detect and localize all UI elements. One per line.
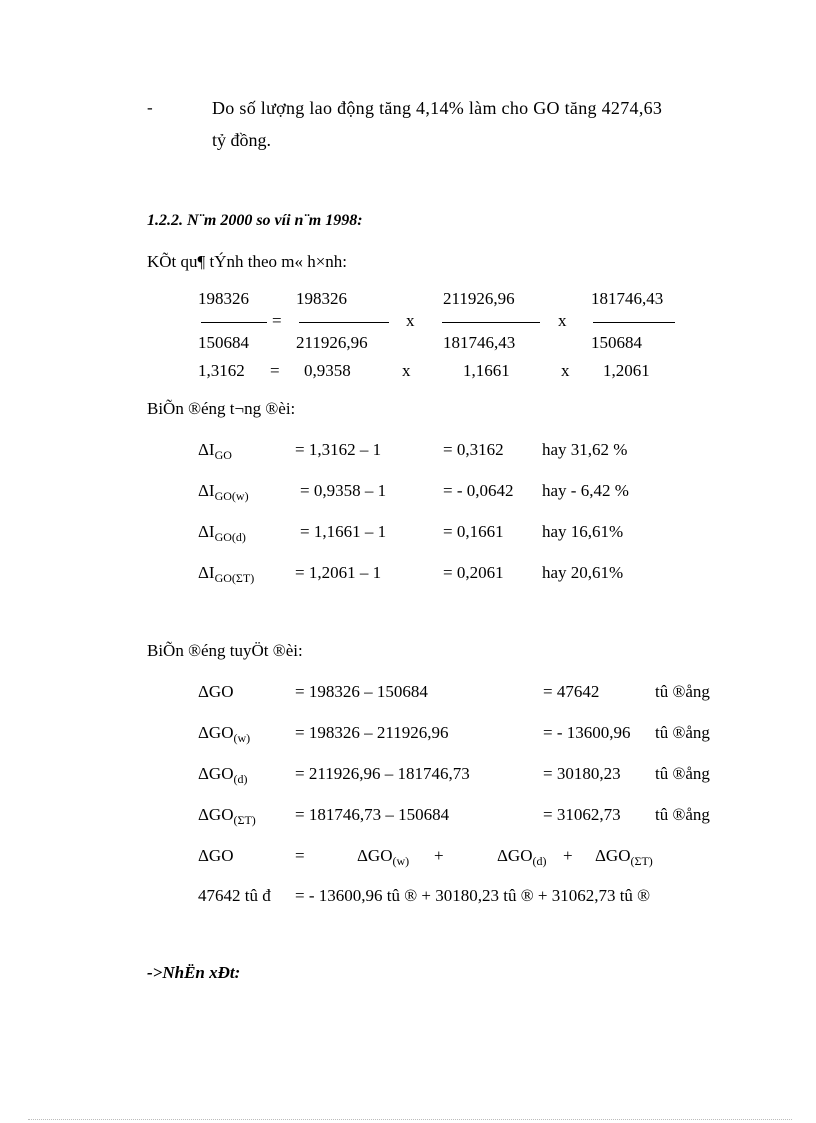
absolute-result: = - 13600,96 xyxy=(543,723,631,742)
fraction-2-bar xyxy=(299,322,389,323)
relative-note: hay 16,61% xyxy=(542,522,624,541)
absolute-unit: tû ®ång xyxy=(655,723,710,742)
decomposition-plus-2: + xyxy=(563,846,573,865)
section-heading: 1.2.2. N¨m 2000 so víi n¨m 1998: xyxy=(147,212,363,229)
comment-heading: ->NhËn xÐt: xyxy=(147,963,241,982)
relative-expression: = 1,2061 – 1 xyxy=(295,563,382,582)
times-sign-2: x xyxy=(558,311,567,330)
result-value-1: 1,3162 xyxy=(198,361,245,380)
fraction-2-denominator: 211926,96 xyxy=(296,333,368,352)
times-sign-1: x xyxy=(406,311,415,330)
absolute-label: $\Delta GO_{(w)}$ xyxy=(198,723,251,745)
absolute-label: $\Delta GO_{(\Sigma T)}$ xyxy=(198,805,256,827)
fraction-4-bar xyxy=(593,322,675,323)
relative-label: $\Delta I_{GO(w)}$ xyxy=(198,481,249,503)
absolute-label: $\Delta GO_{(d)}$ xyxy=(198,764,248,786)
final-left: 47642 tû đ xyxy=(198,886,271,905)
decomposition-label: ΔGO xyxy=(198,846,234,865)
result-equals: = xyxy=(270,361,280,380)
fraction-3-numerator: 211926,96 xyxy=(443,289,515,308)
fraction-1-bar xyxy=(201,322,267,323)
page-bottom-border xyxy=(28,1119,792,1120)
relative-note: hay 20,61% xyxy=(542,563,624,582)
absolute-result: = 31062,73 xyxy=(543,805,621,824)
result-times-1: x xyxy=(402,361,411,380)
fraction-1-numerator: 198326 xyxy=(198,289,249,308)
result-times-2: x xyxy=(561,361,570,380)
result-intro: KÕt qu¶ tÝnh theo m« h×nh: xyxy=(147,252,348,271)
fraction-4-numerator: 181746,43 xyxy=(591,289,664,308)
decomposition-term-t: $\Delta GO_{(\Sigma T)}$ xyxy=(595,846,653,868)
absolute-unit: tû ®ång xyxy=(655,805,710,824)
fraction-3-denominator: 181746,43 xyxy=(443,333,516,352)
decomposition-term-d: $\Delta GO_{(d)}$ xyxy=(497,846,547,868)
relative-expression: = 1,3162 – 1 xyxy=(295,440,382,459)
relative-result: = - 0,0642 xyxy=(443,481,514,500)
relative-result: = 0,1661 xyxy=(443,522,504,541)
relative-note: hay - 6,42 % xyxy=(542,481,629,500)
relative-note: hay 31,62 % xyxy=(542,440,628,459)
bullet-dash: - xyxy=(147,98,153,117)
absolute-expression: = 181746,73 – 150684 xyxy=(295,805,450,824)
relative-result: = 0,3162 xyxy=(443,440,504,459)
absolute-unit: tû ®ång xyxy=(655,764,710,783)
relative-expression: = 0,9358 – 1 xyxy=(300,481,387,500)
absolute-expression: = 198326 – 150684 xyxy=(295,682,428,701)
final-right: = - 13600,96 tû ® + 30180,23 tû ® + 31062,73 tû ® xyxy=(295,886,651,905)
absolute-expression: = 198326 – 211926,96 xyxy=(295,723,449,742)
fraction-3-bar xyxy=(442,322,540,323)
absolute-result: = 30180,23 xyxy=(543,764,621,783)
result-value-3: 1,1661 xyxy=(463,361,510,380)
absolute-expression: = 211926,96 – 181746,73 xyxy=(295,764,470,783)
bullet-text-line-2: tỷ đồng. xyxy=(212,130,272,150)
equals-sign: = xyxy=(272,311,282,330)
absolute-result: = 47642 xyxy=(543,682,600,701)
absolute-label: ΔGO xyxy=(198,682,234,701)
relative-change-heading: BiÕn ®éng t¬ng ®èi: xyxy=(147,399,296,418)
relative-expression: = 1,1661 – 1 xyxy=(300,522,387,541)
decomposition-plus-1: + xyxy=(434,846,444,865)
decomposition-equals: = xyxy=(295,846,305,865)
fraction-4-denominator: 150684 xyxy=(591,333,642,352)
relative-label: $\Delta I_{GO(\Sigma T)}$ xyxy=(198,563,255,585)
bullet-text-line-1: Do số lượng lao động tăng 4,14% làm cho GO tăng 4274,63 xyxy=(212,98,663,118)
fraction-1-denominator: 150684 xyxy=(198,333,249,352)
result-value-2: 0,9358 xyxy=(304,361,351,380)
result-value-4: 1,2061 xyxy=(603,361,650,380)
absolute-unit: tû ®ång xyxy=(655,682,710,701)
relative-label: $\Delta I_{GO}$ xyxy=(198,440,232,462)
decomposition-term-w: $\Delta GO_{(w)}$ xyxy=(357,846,410,868)
absolute-change-heading: BiÕn ®éng tuyÖt ®èi: xyxy=(147,641,303,660)
fraction-2-numerator: 198326 xyxy=(296,289,347,308)
relative-result: = 0,2061 xyxy=(443,563,504,582)
relative-label: $\Delta I_{GO(d)}$ xyxy=(198,522,246,544)
